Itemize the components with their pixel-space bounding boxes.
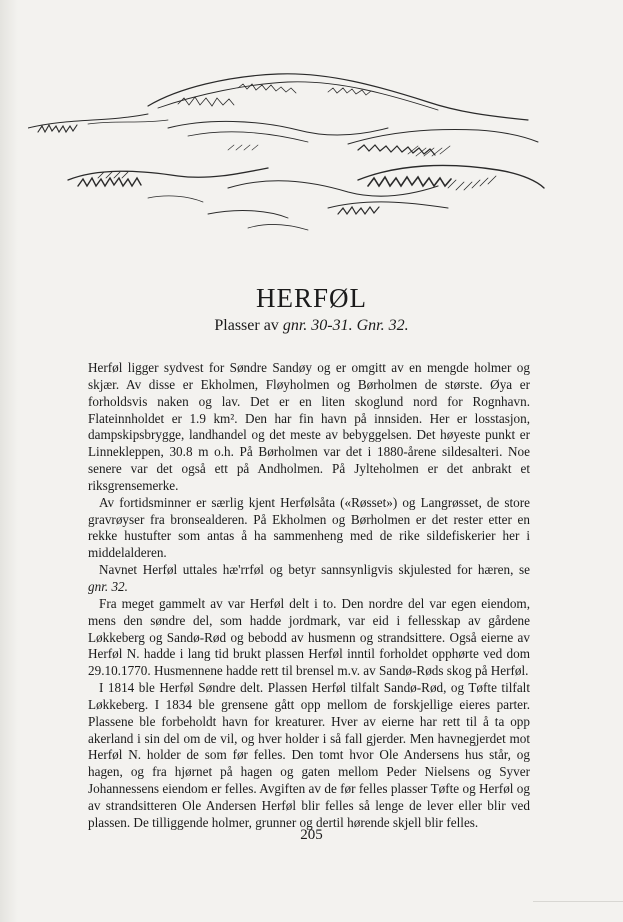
paragraph-geography: Herføl ligger sydvest for Søndre Sandøy og er omgitt av en mengde holmer og skjær. Av disse er Ekholmen, Fløyholmen og Børholmen de største. Øya er forholdsvis naken og lav. Det er en liten skoglund nord for Rognhavn. Flateinnholdet er 1.9 km². Den har fin havn på innsiden. Her er losstasjon, dampskipsbrygge, landhandel og det meste av bebyggelsen. Det høyeste punkt er Linnekleppen, 30.8 m o.h. På Børholmen var det i 1880-årene sildesalteri. Noe senere var det også ett på Andholmen. På Jylteholmen er det anbrakt et riksgrensemerke. — [88, 360, 530, 493]
paragraph-ownership-history: Fra meget gammelt av var Herføl delt i to. Den nordre del var egen eiendom, mens den søndre del, som hadde jordmark, var eid i fellesskap av gårdene Løkkeberg og Sandø-Rød og bebodd av husmenn og strandsittere. Også eierne av Herføl N. hadde i lang tid brukt plassen Herføl inntil forholdet opphørte ved dom 29.10.1770. Husmennene hadde rett til brensel m.v. av Sandø-Røds skog på Herføl. — [88, 595, 530, 679]
subtitle-prefix: Plasser av — [214, 317, 283, 334]
scan-edge-mark — [533, 901, 623, 922]
paragraph-name-origin — [88, 562, 530, 596]
paragraph-division-1814: I 1814 ble Herføl Søndre delt. Plassen Herføl tilfalt Sandø-Rød, og Tøfte tilfalt Løkkeberg. I 1834 ble grensene gått opp mellom de forskjellige eieres parter. Plassene ble forbeholdt havn for kreaturer. Hver av eierne har rett til å ta opp akerland i sin del om de vil, og hver holder i så fall gjerder. Men havnegjerdet mot Herføl N. holder de som før felles. Den tomt hvor Ole Andersens hus står, og hagen, og fra hjørnet på hagen og gaten mellom Peder Nielsens og Syver Johannessens eiendom er felles. Avgiften av de før felles plasser Tøfte og Herføl og av strandsitteren Ole Andersen Herføl blir felles så lenge de lever eller blir ved plassen. De tilliggende holmer, grunner og dertil hørende skjell blir felles. — [88, 680, 530, 830]
name-origin-reference: gnr. 32. — [88, 578, 128, 594]
subtitle-farm-numbers: gnr. 30-31. Gnr. 32. — [282, 317, 409, 334]
page-subtitle — [0, 317, 623, 335]
name-origin-text: Navnet Herføl uttales hæ'rrføl og betyr sannsynligvis skjulested for hæren, se — [99, 562, 530, 578]
page-number: 205 — [300, 827, 323, 843]
page-title: HERFØL — [255, 283, 367, 313]
article-body — [88, 360, 530, 832]
island-landscape-sketch-icon — [28, 58, 548, 248]
paragraph-antiquities: Av fortidsminner er særlig kjent Herfølsåta («Røsset») og Langrøsset, de store gravrøyser fra bronsealderen. På Ekholmen og Børholmen er det rester etter en rekke hustufter som antas å ha sammenheng med de rike sildefiskerier her i middelalderen. — [88, 494, 530, 561]
